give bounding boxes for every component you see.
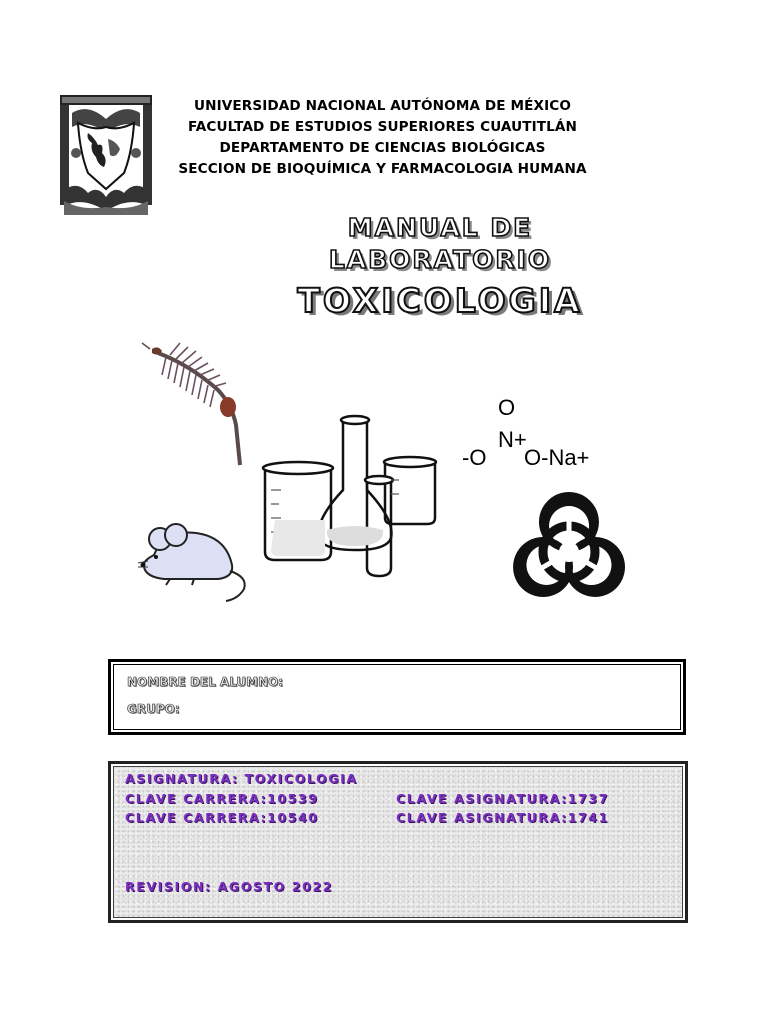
student-name-label: NOMBRE DEL ALUMNO: — [127, 675, 284, 689]
formula-right-oxygen: O-Na+ — [524, 445, 590, 470]
course-subject: ASIGNATURA: TOXICOLOGIA — [125, 771, 358, 786]
revision-date: REVISION: AGOSTO 2022 — [125, 879, 334, 894]
manual-title — [150, 212, 730, 276]
institution-header — [160, 96, 605, 180]
title-line-2: LABORATORIO — [328, 245, 552, 274]
title-line-1: MANUAL DE — [347, 213, 533, 242]
subject-code-1: CLAVE ASIGNATURA:1737 — [396, 791, 609, 806]
formula-left-oxygen: -O — [462, 445, 487, 470]
career-code-2: CLAVE CARRERA:10540 — [125, 810, 319, 825]
mouse-icon — [134, 515, 252, 603]
university-name: UNIVERSIDAD NACIONAL AUTÓNOMA DE MÉXICO — [194, 98, 571, 114]
formula-top-oxygen: O — [498, 395, 516, 420]
subject-code-2: CLAVE ASIGNATURA:1741 — [396, 810, 609, 825]
course-info-box — [108, 761, 688, 923]
department-name: DEPARTAMENTO DE CIENCIAS BIOLÓGICAS — [219, 140, 546, 156]
faculty-name: FACULTAD DE ESTUDIOS SUPERIORES CUAUTITLÁN — [187, 119, 578, 135]
sodium-nitrate-formula — [458, 395, 598, 480]
formula-nitrogen: N+ — [498, 427, 527, 452]
career-code-1: CLAVE CARRERA:10539 — [125, 791, 319, 806]
group-label: GRUPO: — [127, 702, 180, 716]
unam-seal-icon — [58, 93, 154, 217]
biohazard-icon — [498, 484, 640, 620]
student-info-box — [108, 659, 686, 735]
lab-glassware-icon — [255, 410, 445, 585]
brine-shrimp-icon — [140, 335, 250, 470]
section-name: SECCION DE BIOQUÍMICA Y FARMACOLOGIA HUMANA — [178, 161, 587, 177]
subject-title: TOXICOLOGIA — [297, 281, 583, 320]
